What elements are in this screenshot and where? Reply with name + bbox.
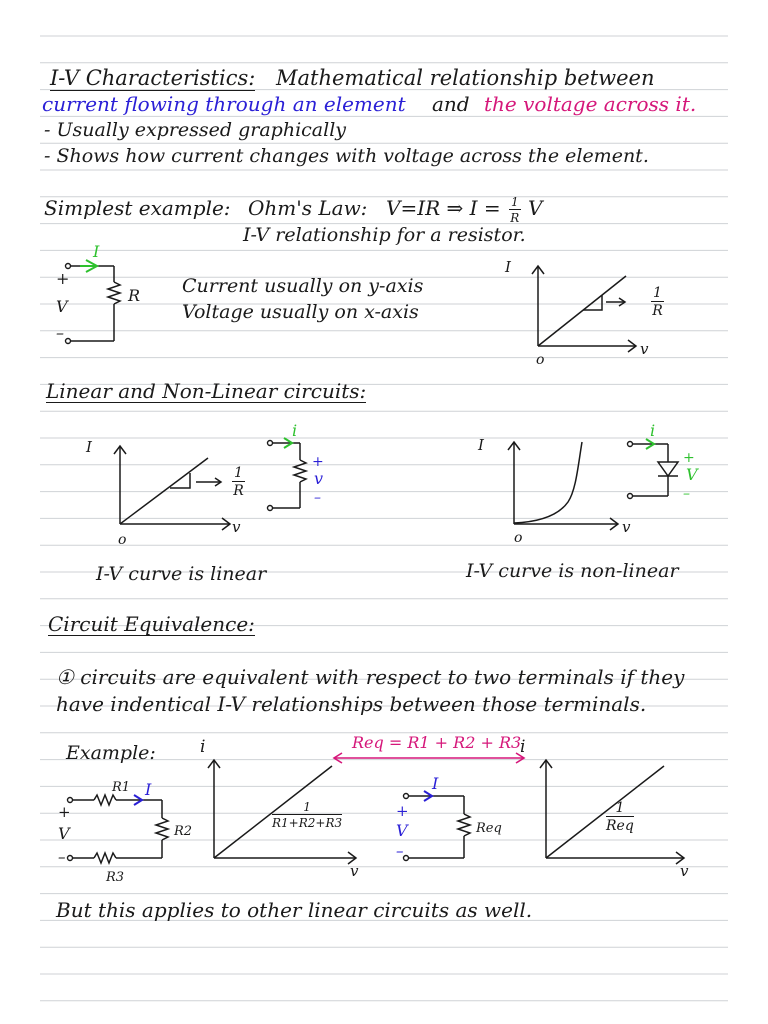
linear-iv-graph [80, 436, 250, 546]
heading-circuit-equivalence: Circuit Equivalence: [48, 612, 255, 636]
diode-plus-label: + [683, 450, 695, 466]
voltage-phrase: the voltage across it. [484, 92, 697, 116]
req-equation: Req = R1 + R2 + R3 [352, 733, 522, 752]
linear-current-label: i [292, 421, 298, 440]
equivalence-statement-1: ① circuits are equivalent with respect to two terminals if they [56, 665, 685, 689]
ohms-fraction-denominator: R [510, 211, 520, 225]
diode-voltage-label: V [686, 465, 698, 484]
linear-voltage-label: v [314, 469, 324, 488]
plus-terminal: + [56, 269, 70, 288]
series-slope-fraction [272, 801, 342, 829]
graph1-slope-numerator: 1 [653, 285, 662, 301]
series-slope-denominator: R1+R2+R3 [272, 816, 343, 830]
heading-linear-nonlinear: Linear and Non-Linear circuits: [46, 379, 367, 403]
series-resistor-circuit [50, 780, 200, 886]
ohms-law-voltage: V [528, 196, 543, 220]
equivalence-statement-2: have indentical I-V relationships between those terminals. [56, 692, 647, 716]
current-axis-note: Current usually on y-axis [182, 275, 424, 297]
closing-remark: But this applies to other linear circuits as well. [56, 898, 533, 922]
equivalent-slope-numerator: 1 [606, 801, 634, 817]
current-phrase: current flowing through an element [42, 92, 406, 116]
series-plus-terminal: + [58, 803, 71, 821]
series-voltage-label: V [58, 824, 70, 843]
equivalent-slope-denominator: Req [606, 818, 634, 834]
equivalent-resistor-label: Req [476, 821, 502, 836]
graph1-origin: o [536, 352, 545, 368]
resistor-circuit-diagram [50, 244, 150, 350]
linear-minus-label: – [314, 490, 321, 506]
caption-linear: I-V curve is linear [96, 563, 267, 585]
minus-terminal: – [56, 323, 64, 342]
linear-x-axis-label: v [232, 518, 241, 536]
equivalent-slope-fraction [606, 801, 634, 833]
graph1-slope-denominator: R [652, 303, 663, 319]
linear-origin: o [118, 532, 127, 548]
nonlinear-origin: o [514, 530, 523, 546]
nonlinear-y-axis-label: I [478, 436, 484, 454]
diode-minus-label: – [683, 486, 690, 502]
linear-slope-numerator: 1 [234, 465, 243, 481]
resistor-iv-graph [498, 254, 668, 366]
resistor-label-R2: R2 [174, 824, 193, 839]
ohms-law-fraction [509, 196, 521, 224]
voltage-label-V: V [56, 297, 68, 316]
bullet-current-changes: - Shows how current changes with voltage across the element. [44, 145, 649, 167]
equivalent-voltage-label: V [396, 821, 408, 840]
ohms-law-equation: V=IR ⇒ I = [386, 196, 501, 220]
linear-slope-fraction [232, 466, 245, 498]
equivalent-y-axis-label: i [520, 737, 526, 757]
graph1-slope-fraction [651, 286, 664, 318]
nonlinear-x-axis-label: v [622, 518, 631, 536]
linear-plus-label: + [312, 454, 324, 470]
caption-nonlinear: I-V curve is non-linear [466, 560, 679, 582]
linear-y-axis-label: I [86, 438, 92, 456]
simplest-example-label: Simplest example: [44, 196, 231, 220]
series-minus-terminal: – [58, 848, 66, 866]
resistor-label-R: R [128, 286, 141, 305]
ohms-law-label: Ohm's Law: [248, 196, 368, 220]
diode-current-label: i [650, 421, 656, 440]
series-x-axis-label: v [350, 862, 359, 880]
current-label-I: I [93, 242, 100, 261]
equivalent-x-axis-label: v [680, 862, 689, 880]
bullet-graphical: - Usually expressed graphically [44, 119, 347, 141]
nonlinear-iv-graph [468, 432, 638, 544]
resistor-label-R1: R1 [112, 780, 131, 795]
graph1-y-axis-label: I [505, 258, 511, 276]
linear-resistor-circuit [260, 420, 330, 516]
and-word: and [432, 92, 470, 116]
series-slope-numerator: 1 [272, 801, 342, 815]
equivalent-plus-terminal: + [396, 802, 409, 820]
diode-circuit [620, 414, 710, 514]
ohms-fraction-numerator: 1 [511, 195, 519, 209]
heading-iv-characteristics: I-V Characteristics: [50, 66, 256, 90]
voltage-axis-note: Voltage usually on x-axis [182, 301, 419, 323]
example-label: Example: [66, 742, 156, 764]
series-y-axis-label: i [200, 737, 206, 757]
definition-line-1: Mathematical relationship between [276, 66, 655, 90]
linear-slope-denominator: R [233, 483, 244, 499]
equivalent-minus-terminal: – [396, 842, 404, 860]
resistor-label-R3: R3 [106, 870, 125, 885]
iv-resistor-caption: I-V relationship for a resistor. [243, 224, 526, 246]
equivalent-current-label: I [432, 774, 439, 793]
equivalent-resistor-circuit [388, 776, 518, 876]
series-current-label: I [145, 780, 152, 799]
graph1-x-axis-label: v [640, 340, 649, 358]
